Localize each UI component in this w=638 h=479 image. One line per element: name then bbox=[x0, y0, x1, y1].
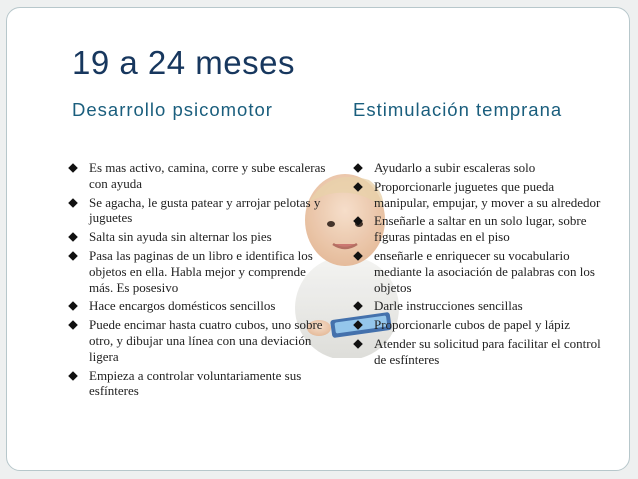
list-item: Es mas activo, camina, corre y sube escaleras con ayuda bbox=[69, 160, 327, 192]
diamond-bullet-icon bbox=[68, 163, 78, 173]
list-item: Empieza a controlar voluntariamente sus esfínteres bbox=[69, 368, 327, 400]
left-column-heading: Desarrollo psicomotor bbox=[72, 99, 273, 120]
list-item: Pasa las paginas de un libro e identifica los objetos en ella. Habla mejor y comprende más. Es posesivo bbox=[69, 248, 327, 295]
diamond-bullet-icon bbox=[68, 251, 78, 261]
diamond-bullet-icon bbox=[353, 182, 363, 192]
list-item: Darle instrucciones sencillas bbox=[354, 298, 610, 314]
diamond-bullet-icon bbox=[68, 232, 78, 242]
list-item: Atender su solicitud para facilitar el control de esfínteres bbox=[354, 336, 610, 368]
list-item: Salta sin ayuda sin alternar los pies bbox=[69, 229, 327, 245]
list-item: Hace encargos domésticos sencillos bbox=[69, 298, 327, 314]
diamond-bullet-icon bbox=[353, 320, 363, 330]
list-item: Proporcionarle juguetes que pueda manipular, empujar, y mover a su alrededor bbox=[354, 179, 610, 211]
diamond-bullet-icon bbox=[68, 198, 78, 208]
diamond-bullet-icon bbox=[353, 217, 363, 227]
right-column-heading: Estimulación temprana bbox=[353, 99, 563, 120]
diamond-bullet-icon bbox=[353, 163, 363, 173]
diamond-bullet-icon bbox=[353, 251, 363, 261]
list-item: Enseñarle a saltar en un solo lugar, sobre figuras pintadas en el piso bbox=[354, 213, 610, 245]
stimulation-list bbox=[354, 160, 610, 371]
diamond-bullet-icon bbox=[68, 371, 78, 381]
list-item: Se agacha, le gusta patear y arrojar pelotas y juguetes bbox=[69, 195, 327, 227]
diamond-bullet-icon bbox=[68, 320, 78, 330]
diamond-bullet-icon bbox=[353, 339, 363, 349]
slide-title: 19 a 24 meses bbox=[72, 44, 295, 81]
list-item: Ayudarlo a subir escaleras solo bbox=[354, 160, 610, 176]
psychomotor-list bbox=[69, 160, 327, 402]
list-item: Proporcionarle cubos de papel y lápiz bbox=[354, 317, 610, 333]
list-item: enseñarle e enriquecer su vocabulario mediante la asociación de palabras con los objetos bbox=[354, 248, 610, 295]
diamond-bullet-icon bbox=[353, 302, 363, 312]
slide bbox=[6, 7, 630, 471]
diamond-bullet-icon bbox=[68, 302, 78, 312]
list-item: Puede encimar hasta cuatro cubos, uno sobre otro, y dibujar una línea con una deviación ligera bbox=[69, 317, 327, 364]
